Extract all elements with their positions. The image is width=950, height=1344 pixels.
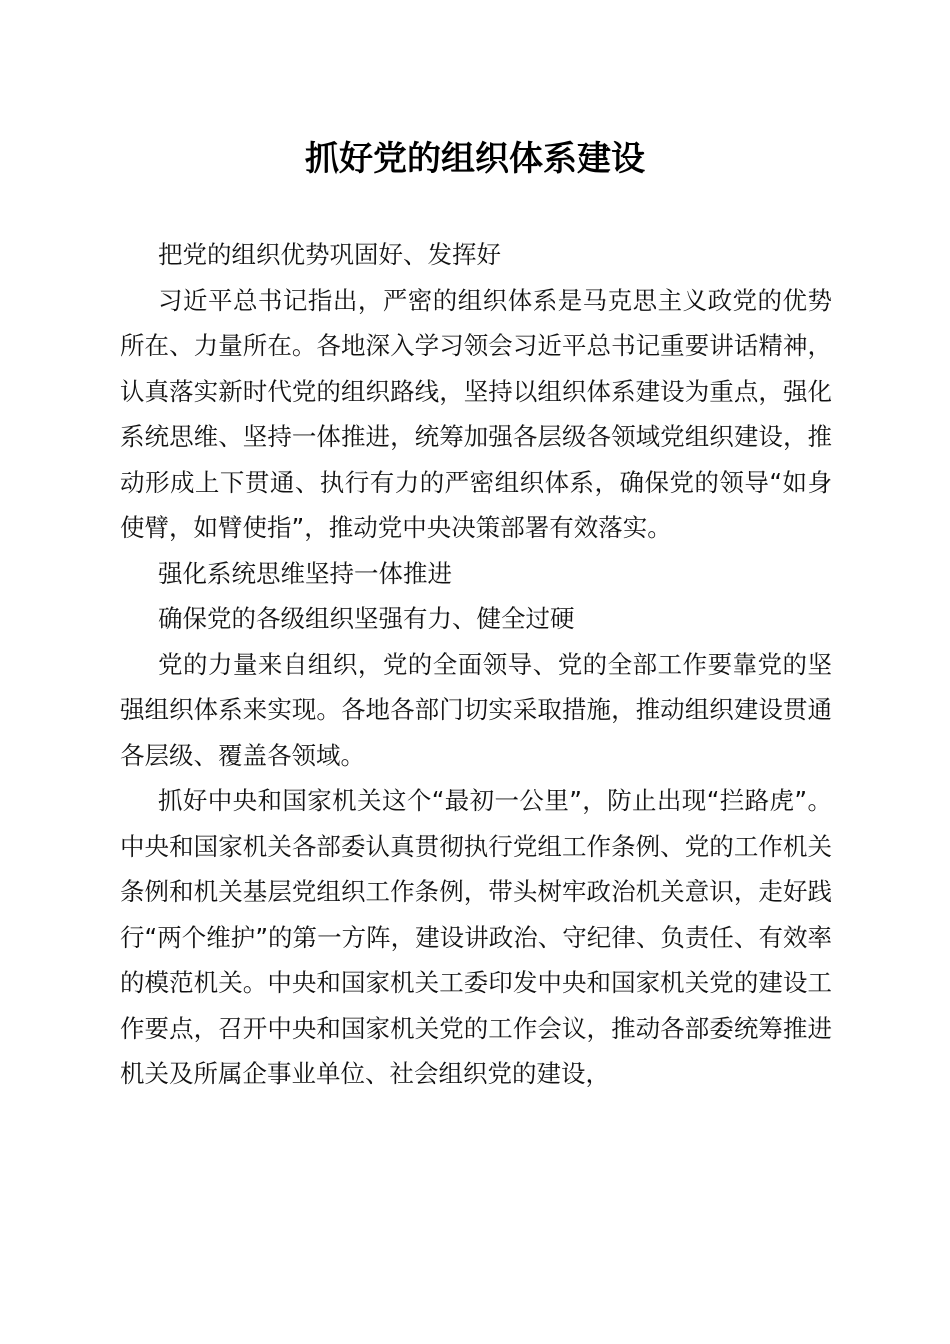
document-body (120, 232, 832, 1097)
subheading-paragraph: 强化系统思维坚持一体推进 (158, 558, 452, 588)
body-paragraph: 党的力量来自组织，党的全面领导、党的全部工作要靠党的坚强组织体系来实现。各地各部门切实采取措施，推动组织建设贯通各层级、覆盖各领域。 (120, 649, 832, 770)
body-paragraph: 抓好中央和国家机关这个“最初一公里”，防止出现“拦路虎”。中央和国家机关各部委认真贯彻执行党组工作条例、党的工作机关条例和机关基层党组织工作条例，带头树牢政治机关意识，走好践行“两个维护”的第一方阵，建设讲政治、守纪律、负责任、有效率的模范机关。中央和国家机关工委印发中央和国家机关党的建设工作要点，召开中央和国家机关党的工作会议，推动各部委统筹推进机关及所属企事业单位、社会组织党的建设， (120, 786, 832, 1088)
subheading-paragraph: 确保党的各级组织坚强有力、健全过硬 (158, 604, 575, 633)
body-paragraph: 习近平总书记指出，严密的组织体系是马克思主义政党的优势所在、力量所在。各地深入学习领会习近平总书记重要讲话精神，认真落实新时代党的组织路线，坚持以组织体系建设为重点，强化系统思维、坚持一体推进，统筹加强各层级各领域党组织建设，推动形成上下贯通、执行有力的严密组织体系，确保党的领导“如身使臂，如臂使指”，推动党中央决策部署有效落实。 (120, 285, 832, 542)
document-title: 抓好党的组织体系建设 (305, 139, 645, 179)
subheading-paragraph: 把党的组织优势巩固好、发挥好 (158, 240, 501, 269)
